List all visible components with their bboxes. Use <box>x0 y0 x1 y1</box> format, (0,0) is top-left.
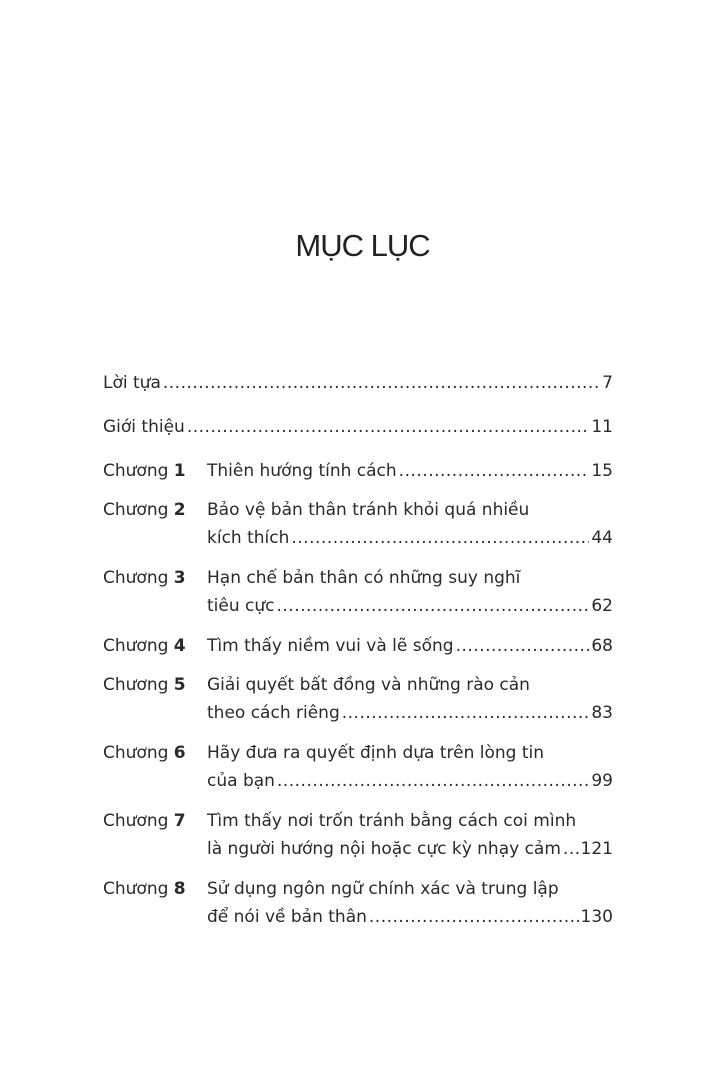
chapter-title-line: Tìm thấy nơi trốn tránh bằng cách coi mình <box>207 811 577 831</box>
toc-page-number: 121 <box>580 839 613 859</box>
toc-entry-introduction[interactable] <box>103 412 613 442</box>
toc-entry-label: Lời tựa <box>103 373 161 393</box>
chapter-title-line: Bảo vệ bản thân tránh khỏi quá nhiều <box>207 500 530 520</box>
toc-page-number: 7 <box>602 373 613 393</box>
toc-page-number: 15 <box>591 461 613 481</box>
toc-page-number: 83 <box>591 703 613 723</box>
chapter-word: Chương <box>103 461 169 481</box>
page-title: MỤC LỤC <box>295 228 430 263</box>
chapter-title-line: Tìm thấy niềm vui và lẽ sống <box>207 636 454 656</box>
chapter-title-line: là người hướng nội hoặc cực kỳ nhạy cảm <box>207 839 561 859</box>
chapter-number: 1 <box>173 461 186 481</box>
chapter-word: Chương <box>103 568 169 588</box>
chapter-title-line: Sử dụng ngôn ngữ chính xác và trung lập <box>207 879 559 899</box>
chapter-number: 5 <box>173 675 186 695</box>
toc-page-number: 99 <box>591 771 613 791</box>
chapter-title-line: Hãy đưa ra quyết định dựa trên lòng tin <box>207 743 545 763</box>
leader-dots <box>369 902 579 932</box>
toc-page-number: 130 <box>580 907 613 927</box>
chapter-title-line: để nói về bản thân <box>207 907 367 927</box>
toc-page-number: 68 <box>591 636 613 656</box>
chapter-word: Chương <box>103 879 169 899</box>
chapter-number: 7 <box>173 811 186 831</box>
chapter-title-line: kích thích <box>207 528 290 548</box>
chapter-title-line: tiêu cực <box>207 596 275 616</box>
chapter-number: 8 <box>173 879 186 899</box>
leader-dots <box>277 766 589 796</box>
chapter-number: 2 <box>173 500 186 520</box>
chapter-word: Chương <box>103 811 169 831</box>
chapter-word: Chương <box>103 500 169 520</box>
chapter-number: 4 <box>173 636 186 656</box>
toc-page-number: 11 <box>591 417 613 437</box>
leader-dots <box>456 631 590 661</box>
leader-dots <box>277 591 590 621</box>
chapter-word: Chương <box>103 636 169 656</box>
leader-dots <box>291 523 589 553</box>
leader-dots <box>342 698 590 728</box>
leader-dots <box>163 368 600 398</box>
chapter-word: Chương <box>103 743 169 763</box>
toc-entry-preface[interactable] <box>103 368 613 398</box>
leader-dots <box>563 834 579 864</box>
chapter-title-line: Thiên hướng tính cách <box>207 461 397 481</box>
toc-page-number: 44 <box>591 528 613 548</box>
chapter-number: 6 <box>173 743 186 763</box>
leader-dots <box>187 412 590 442</box>
toc-page-number: 62 <box>591 596 613 616</box>
chapter-word: Chương <box>103 675 169 695</box>
toc-entry-label: Giới thiệu <box>103 417 185 437</box>
chapter-title-line: Hạn chế bản thân có những suy nghĩ <box>207 568 521 588</box>
leader-dots <box>399 456 590 486</box>
chapter-number: 3 <box>173 568 186 588</box>
chapter-title-line: Giải quyết bất đồng và những rào cản <box>207 675 530 695</box>
chapter-title-line: của bạn <box>207 771 275 791</box>
chapter-title-line: theo cách riêng <box>207 703 340 723</box>
